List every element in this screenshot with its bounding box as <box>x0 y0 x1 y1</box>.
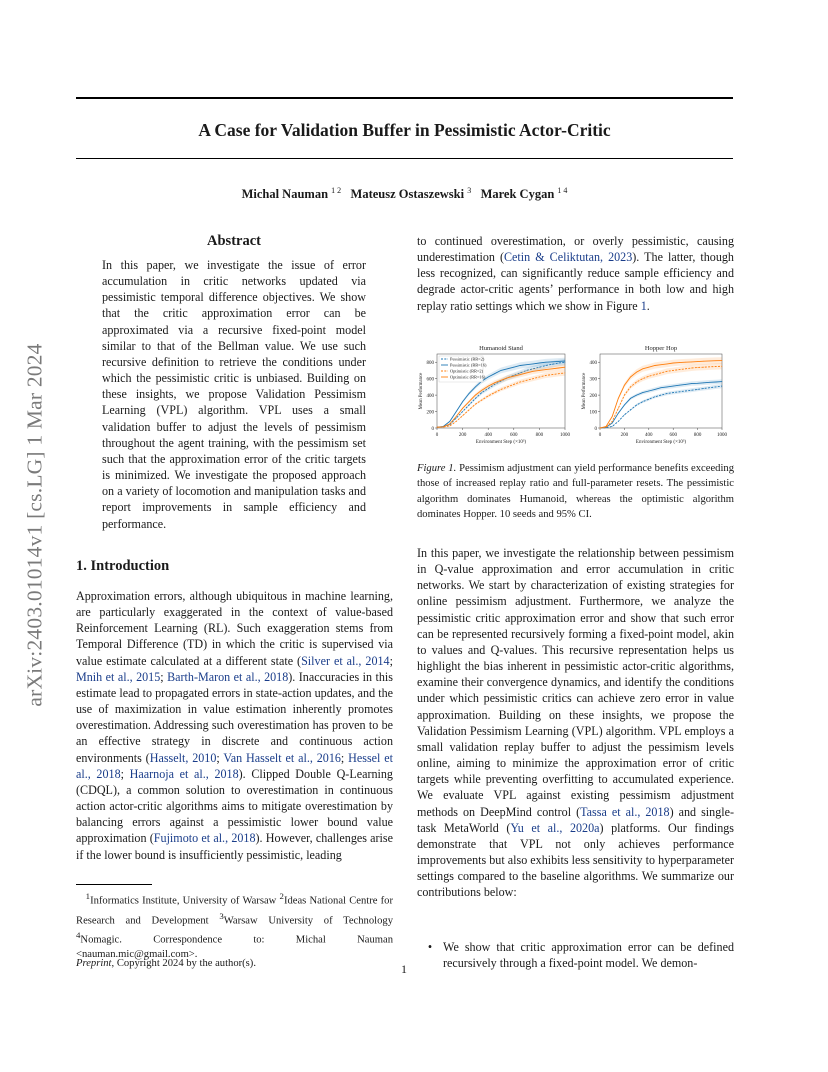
data-point <box>697 367 698 368</box>
y-tick-label: 300 <box>589 377 597 383</box>
data-point <box>648 367 649 368</box>
intro-text: Approximation errors, although ubiquitous in machine learning, are particularly exaggerated in the context of value-based Reinforcement Learning (RL). Such exaggeration stems from Temporal Difference (TD) in which the critic is supervised via value estimate calculated at a different state ( <box>76 589 393 668</box>
data-point <box>494 382 495 383</box>
data-point <box>691 368 692 369</box>
data-point <box>558 361 559 362</box>
data-point <box>558 368 559 369</box>
data-point <box>558 373 559 374</box>
data-point <box>661 364 662 365</box>
data-point <box>600 428 601 429</box>
figure-label: Figure 1. <box>417 463 457 474</box>
data-point <box>545 369 546 370</box>
data-point <box>642 378 643 379</box>
arxiv-id-text: arXiv:2403.01014v1 [cs.LG] 1 Mar 2024 <box>22 343 47 707</box>
citation-link[interactable]: Hessel et al., 2018 <box>76 750 393 781</box>
data-point <box>513 376 514 377</box>
data-point <box>520 365 521 366</box>
y-tick-label: 400 <box>426 394 434 400</box>
data-point <box>520 382 521 383</box>
data-point <box>722 386 723 387</box>
data-point <box>655 365 656 366</box>
x-tick-label: 400 <box>484 433 492 438</box>
x-tick-label: 1000 <box>560 433 570 438</box>
bullet-symbol: • <box>427 940 433 954</box>
data-point <box>526 373 527 374</box>
data-point <box>469 410 470 411</box>
citation-link[interactable]: Fujimoto et al., 2018 <box>153 831 256 846</box>
data-point <box>648 391 649 392</box>
intro-continuation <box>417 233 734 314</box>
data-point <box>679 385 680 386</box>
footnote-text: Ideas National Centre for Research and Development <box>76 895 394 927</box>
data-point <box>673 363 674 364</box>
data-point <box>533 371 534 372</box>
data-point <box>679 369 680 370</box>
data-point <box>667 371 668 372</box>
chart-title: Humanoid Stand <box>479 345 523 352</box>
footnote-marker: 3 <box>219 910 224 921</box>
arxiv-watermark <box>20 290 50 760</box>
data-point <box>685 391 686 392</box>
data-point <box>552 374 553 375</box>
footnote-rule <box>76 884 152 885</box>
data-point <box>703 361 704 362</box>
y-axis-label: Mean Performance <box>419 372 424 410</box>
affiliation-footnote <box>76 889 393 962</box>
data-point <box>533 378 534 379</box>
data-point <box>703 388 704 389</box>
data-point <box>618 408 619 409</box>
citation-link[interactable]: Hasselt, 2010 <box>149 750 217 765</box>
data-point <box>667 393 668 394</box>
data-point <box>545 362 546 363</box>
data-point <box>469 393 470 394</box>
data-point <box>456 416 457 417</box>
paper-title: A Case for Validation Buffer in Pessimistic Actor-Critic <box>198 120 611 140</box>
figure-1 <box>417 340 734 455</box>
data-point <box>722 381 723 382</box>
data-point <box>513 384 514 385</box>
data-point <box>630 377 631 378</box>
data-point <box>722 366 723 367</box>
data-point <box>513 367 514 368</box>
data-point <box>469 405 470 406</box>
data-point <box>691 383 692 384</box>
data-point <box>501 380 502 381</box>
footnote-text: Informatics Institute, University of Warsaw <box>90 895 280 907</box>
data-point <box>661 373 662 374</box>
data-point <box>667 364 668 365</box>
data-point <box>507 377 508 378</box>
data-point <box>507 387 508 388</box>
citation-link[interactable]: Yu et al., 2020a <box>510 820 600 835</box>
data-point <box>655 374 656 375</box>
data-point <box>703 367 704 368</box>
data-point <box>679 391 680 392</box>
data-point <box>618 421 619 422</box>
data-point <box>520 374 521 375</box>
y-tick-label: 200 <box>426 410 434 416</box>
footnote-text: Warsaw University of Technology <box>223 915 393 927</box>
x-tick-label: 600 <box>510 433 518 438</box>
intro-paragraph: Approximation errors, although ubiquitous in machine learning, are particularly exaggerated in the context of value-based Reinforcement Learning (RL). Such exaggeration stems from Temporal Difference (TD) in which the critic is supervised via value estimate calculated at a different state (Silver et al., 2014; Mnih et al., 2015; Barth-Maron et al., 2018). Inaccuracies in this estimate lead to propagated errors in state-action updates, and the use of maximization in value estimation inherently promotes overestimation. Addressing such overestimation has proven to be an effective strategy in discrete and continuous action environments (Hasselt, 2010; Van Hasselt et al., 2016; Hessel et al., 2018; Haarnoja et al., 2018). Clipped Double Q-Learning (CDQL), a common solution to overestimation in continuous action actor-critic algorithms aims to mitigate overestimation by balancing errors against a pessimistic lower bound value approximation (Fujimoto et al., 2018). However, challenges arise if the lower bound is insufficiently pessimistic, leading <box>76 589 393 862</box>
y-axis-label: Mean Performance <box>582 372 587 410</box>
data-point <box>703 382 704 383</box>
x-tick-label: 200 <box>620 433 629 438</box>
x-tick-label: 400 <box>645 433 653 438</box>
data-point <box>526 380 527 381</box>
data-point <box>618 398 619 399</box>
data-point <box>533 364 534 365</box>
data-point <box>539 370 540 371</box>
data-point <box>648 399 649 400</box>
citation-link[interactable]: Van Hasselt et al., 2016 <box>223 750 341 765</box>
x-tick-label: 0 <box>598 433 602 438</box>
data-point <box>716 360 717 361</box>
body-text: In this paper, we investigate the relationship between pessimism in Q-value approximation and error accumulation in critic networks. We start by characterization of existing strategies for online pessimism adjustment. Furthermore, we analyze the pessimistic critic approximation error and show that such error can be represented recursively forming a fixed-point model, akin to values and Q-values. This recursive representation helps us highlight the bias inherent in pessimistic actor-critic algorithms, examine their convergence dynamics, and identify the conditions under which pessimistic critics can achieve zero error in value approximation. Building on these insights, we propose the Validation Pessimism Learning (VPL) algorithm. VPL employs a small validation replay buffer to adjust the pessimism levels online, aiming to minimize the approximation error of critic targets while preventing overfitting to accumulated experience. We evaluate VPL against existing pessimism adjustment methods on DeepMind control ( <box>417 546 734 819</box>
data-point <box>462 411 463 412</box>
section-heading-introduction: 1. Introduction <box>76 558 170 574</box>
data-point <box>456 421 457 422</box>
data-point <box>697 361 698 362</box>
y-tick-label: 800 <box>426 361 434 367</box>
figure-ref-link[interactable]: 1 <box>640 298 647 313</box>
data-point <box>545 375 546 376</box>
data-point <box>716 382 717 383</box>
data-point <box>624 385 625 386</box>
author-name: Michal Nauman <box>241 187 329 202</box>
data-point <box>630 387 631 388</box>
data-point <box>475 395 476 396</box>
data-point <box>488 386 489 387</box>
data-point <box>475 404 476 405</box>
data-point <box>456 411 457 412</box>
contribution-list-item <box>417 939 734 971</box>
data-point <box>501 370 502 371</box>
data-point <box>462 401 463 402</box>
author-list <box>76 186 733 202</box>
data-point <box>661 387 662 388</box>
intro-text: to continued overestimation, or overly pessimistic, causing underestimation ( <box>417 234 734 265</box>
data-point <box>443 426 444 427</box>
data-point <box>630 398 631 399</box>
data-point <box>716 387 717 388</box>
data-point <box>481 392 482 393</box>
data-point <box>722 360 723 361</box>
data-point <box>618 413 619 414</box>
x-tick-label: 800 <box>535 433 544 438</box>
y-tick-label: 400 <box>589 361 597 367</box>
data-point <box>630 410 631 411</box>
chart-title: Hopper Hop <box>644 345 678 352</box>
data-point <box>475 387 476 388</box>
data-point <box>539 367 540 368</box>
preprint-label: Preprint <box>76 958 112 969</box>
data-point <box>624 395 625 396</box>
author-name: Mateusz Ostaszewski <box>350 187 465 202</box>
y-tick-label: 600 <box>426 377 434 383</box>
data-point <box>449 424 450 425</box>
data-point <box>679 362 680 363</box>
data-point <box>661 395 662 396</box>
data-point <box>697 389 698 390</box>
data-point <box>685 384 686 385</box>
y-tick-label: 200 <box>589 394 597 400</box>
citation-link[interactable]: Haarnoja et al., 2018 <box>129 766 239 781</box>
caption-text: Pessimism adjustment can yield performance benefits exceeding those of increased replay ratio and full-parameter resets. The pessimistic algorithm dominates Humanoid, whereas the optimistic algorithm dominates Hopper. 10 seeds and 95% CI. <box>417 463 734 520</box>
data-point <box>655 396 656 397</box>
data-point <box>565 361 566 362</box>
bullet-text: We show that critic approximation error can be defined recursively through a fixed-point model. We demon- <box>443 940 734 971</box>
data-point <box>488 396 489 397</box>
data-point <box>709 361 710 362</box>
y-tick-label: 0 <box>431 427 434 432</box>
data-point <box>691 390 692 391</box>
data-point <box>624 414 625 415</box>
data-point <box>606 426 607 427</box>
data-point <box>565 367 566 368</box>
y-tick-label: 100 <box>589 410 597 416</box>
figure-1-charts <box>417 340 734 455</box>
y-tick-label: 0 <box>594 427 597 432</box>
data-point <box>685 362 686 363</box>
data-point <box>481 390 482 391</box>
data-point <box>642 392 643 393</box>
data-point <box>481 400 482 401</box>
data-point <box>488 377 489 378</box>
title-top-rule <box>76 97 733 99</box>
footnote-marker: 2 <box>279 891 284 901</box>
data-point <box>709 366 710 367</box>
body-text: ) platforms. Our findings demonstrate that VPL not only achieves performance improvements but also exhibits less sensitivity to hyperparameter settings compared to the baseline algorithms. We summarize our contributions below: <box>417 820 734 900</box>
data-point <box>667 387 668 388</box>
data-point <box>642 401 643 402</box>
author-name: Marek Cygan <box>480 187 555 202</box>
data-point <box>552 361 553 362</box>
data-point <box>691 362 692 363</box>
abstract-text: In this paper, we investigate the issue of error accumulation in critic networks updated via pessimistic temporal difference objectives. We show that the critic approximation error can be approximated via a recursive fixed-point model similar to that of the Bellman value. We use such recursive definition to retrieve the conditions under which the pessimistic critic is unbiased. Building on these insights, we propose Validation Pessimism Learning (VPL) algorithm. VPL uses a small validation buffer to adjust the levels of pessimism throughout the agent training, with the pessimism set such that the approximation error of the critic targets is minimized. We investigate the proposed approach on a variety of locomotion and manipulation tasks and report improvements in sample efficiency and performance. <box>102 258 366 531</box>
data-point <box>612 426 613 427</box>
data-point <box>539 377 540 378</box>
data-point <box>642 368 643 369</box>
data-point <box>624 405 625 406</box>
data-point <box>612 423 613 424</box>
x-tick-label: 800 <box>693 433 702 438</box>
data-point <box>716 366 717 367</box>
data-point <box>612 421 613 422</box>
page-number: 1 <box>401 962 407 976</box>
citation-link[interactable]: Silver et al., 2014 <box>301 653 390 668</box>
x-tick-label: 0 <box>435 433 439 438</box>
data-point <box>709 387 710 388</box>
intro-text: . <box>646 298 650 313</box>
abstract-heading: Abstract <box>207 233 261 249</box>
intro-text: ). The latter, though less recognized, can significantly reduce sample efficiency and degrade actor-critic agents’ performance in both low and high replay ratio settings which we show in Figure <box>417 250 734 313</box>
data-point <box>673 386 674 387</box>
legend-label: Optimistic (RR=2) <box>450 368 484 374</box>
data-point <box>494 392 495 393</box>
footnote-marker: 4 <box>76 930 81 941</box>
author-affiliation: 3 <box>467 186 472 195</box>
data-point <box>636 372 637 373</box>
data-point <box>606 427 607 428</box>
copyright-text: , Copyright 2024 by the author(s). <box>111 958 256 969</box>
data-point <box>462 415 463 416</box>
contribution-paragraph <box>417 545 734 900</box>
data-point <box>685 368 686 369</box>
data-point <box>462 408 463 409</box>
x-tick-label: 1000 <box>717 433 727 438</box>
data-point <box>648 376 649 377</box>
x-tick-label: 600 <box>669 433 677 438</box>
data-point <box>552 368 553 369</box>
data-point <box>565 373 566 374</box>
data-point <box>507 368 508 369</box>
author-affiliation: 1 4 <box>557 186 568 195</box>
footnote-text: Nomagic. Correspondence to: Michal Nauman <nauman.mic@gmail.com>. <box>76 934 393 960</box>
data-point <box>636 395 637 396</box>
body-text: ) and single-task MetaWorld ( <box>417 804 734 835</box>
data-point <box>673 370 674 371</box>
data-point <box>673 392 674 393</box>
figure-caption <box>417 461 734 522</box>
data-point <box>709 382 710 383</box>
title-bottom-rule <box>76 158 733 159</box>
citation-link[interactable]: Cetin & Celiktutan, 2023 <box>503 250 633 265</box>
data-point <box>494 373 495 374</box>
data-point <box>437 427 438 428</box>
data-point <box>539 363 540 364</box>
data-point <box>612 416 613 417</box>
x-axis-label: Environment Step (×10³) <box>475 440 527 445</box>
intro-text: ). Clipped Double Q-Learning (CDQL), a common solution to overestimation in continuous action actor-critic algorithms aims to mitigate overestimation by balancing errors against a pessimistic lower bound value approximation ( <box>76 766 393 846</box>
data-point <box>636 405 637 406</box>
footnote-marker: 1 <box>85 891 91 901</box>
intro-text: ). Inaccuracies in this estimate lead to propagated errors in state-action updates, and the use of maximization in value estimation inherently promotes overestimation. Addressing such overestimation has proven to be an effective strategy in discrete and continuous action environments ( <box>76 669 393 765</box>
author-affiliation: 1 2 <box>331 186 342 195</box>
data-point <box>475 398 476 399</box>
data-point <box>526 364 527 365</box>
citation-link[interactable]: Tassa et al., 2018 <box>580 804 670 819</box>
preprint-notice <box>76 958 256 969</box>
legend-label: Pessimistic (RR=16) <box>450 362 487 368</box>
data-point <box>655 389 656 390</box>
data-point <box>449 426 450 427</box>
legend-label: Pessimistic (RR=2) <box>450 356 485 362</box>
data-point <box>501 389 502 390</box>
data-point <box>449 421 450 422</box>
data-point <box>469 401 470 402</box>
x-axis-label: Environment Step (×10³) <box>635 440 687 445</box>
intro-text: ). However, challenges arise if the lower bound is insufficiently pessimistic, leading <box>76 831 393 862</box>
data-point <box>636 382 637 383</box>
data-point <box>697 383 698 384</box>
legend-label: Optimistic (RR=16) <box>450 374 486 380</box>
citation-link[interactable]: Barth-Maron et al., 2018 <box>167 669 289 684</box>
citation-link[interactable]: Mnih et al., 2015 <box>76 669 161 684</box>
data-point <box>456 418 457 419</box>
x-tick-label: 200 <box>458 433 467 438</box>
